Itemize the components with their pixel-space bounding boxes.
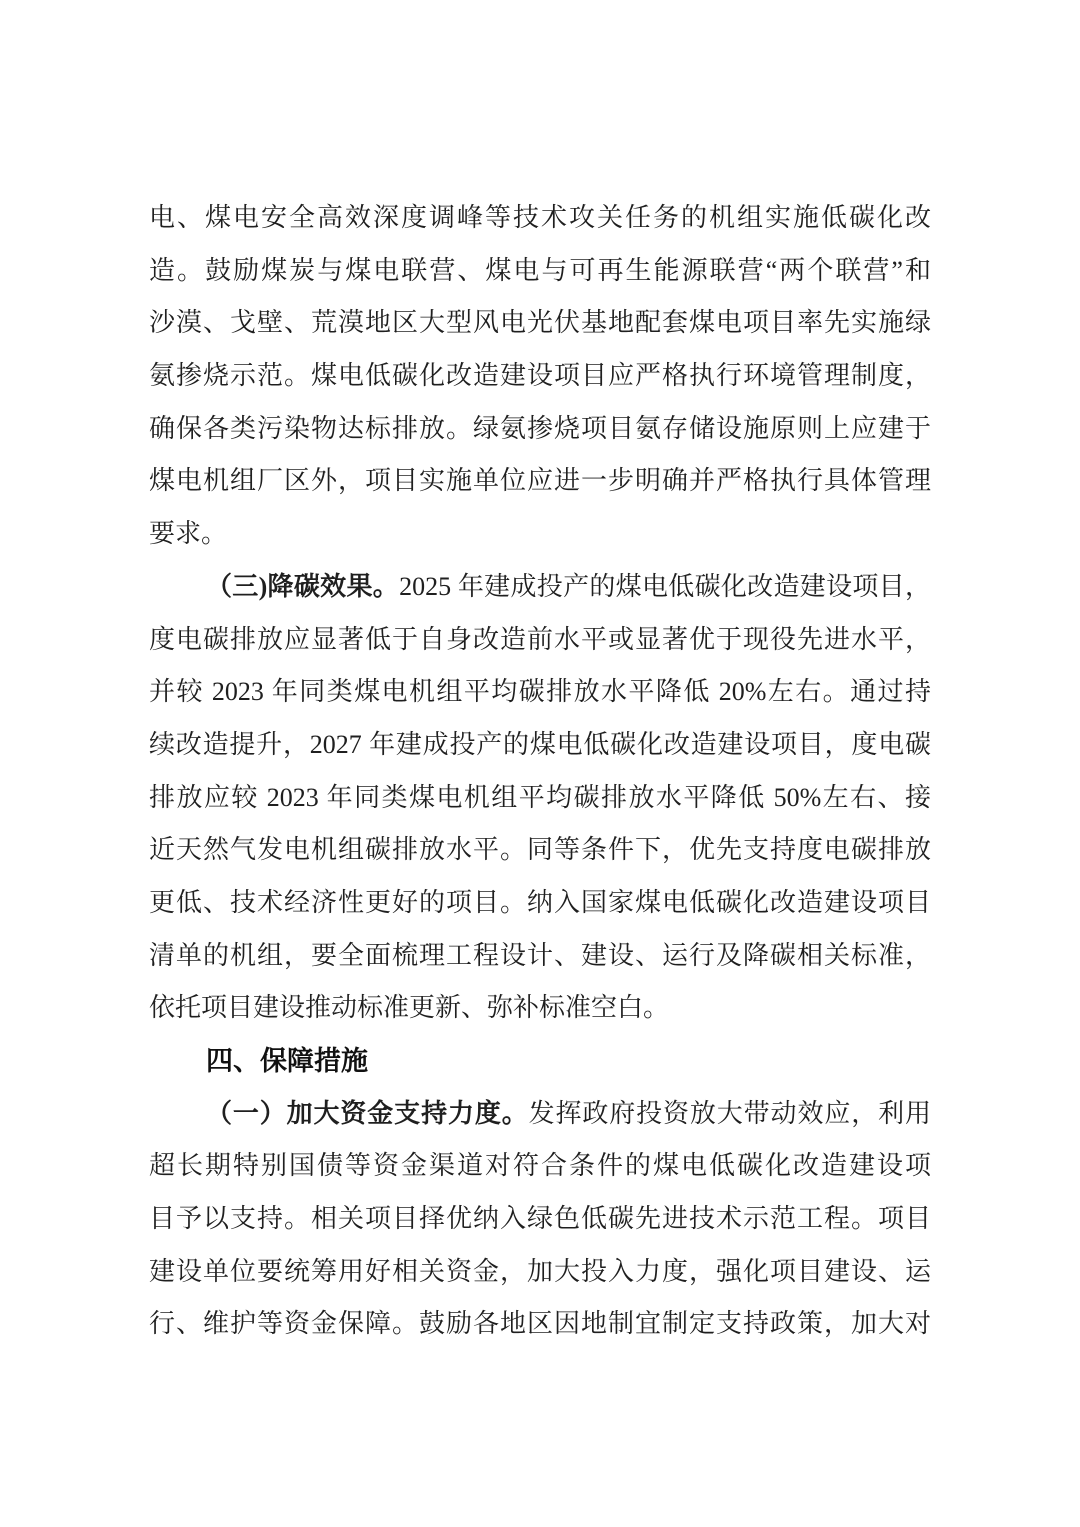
- document-text-block: [149, 192, 931, 1351]
- line-text: 行、维护等资金保障。鼓励各地区因地制宜制定支持政策，加大对: [149, 1309, 931, 1339]
- line-text: 电、煤电安全高效深度调峰等技术攻关任务的机组实施低碳化改: [149, 203, 931, 232]
- text-line: [149, 192, 931, 245]
- paragraph-lead: （三)降碳效果。: [206, 571, 400, 601]
- text-line: [149, 297, 931, 350]
- line-text: 确保各类污染物达标排放。绿氨掺烧项目氨存储设施原则上应建于: [149, 413, 931, 443]
- line-text: 要求。: [149, 519, 228, 549]
- text-line: [149, 824, 931, 877]
- line-text: 建设单位要统筹用好相关资金，加大投入力度，强化项目建设、运: [149, 1256, 931, 1286]
- text-line: [149, 508, 931, 561]
- text-line: [149, 350, 931, 403]
- text-line: [149, 1088, 931, 1141]
- line-text: 排放应较 2023 年同类煤电机组平均碳排放水平降低 50%左右、接: [149, 782, 931, 812]
- line-text: 超长期特别国债等资金渠道对符合条件的煤电低碳化改造建设项: [149, 1151, 931, 1181]
- text-line: [149, 245, 931, 298]
- line-text: 清单的机组，要全面梳理工程设计、建设、运行及降碳相关标准，: [149, 940, 931, 970]
- text-line: [149, 561, 931, 614]
- line-text: 续改造提升，2027 年建成投产的煤电低碳化改造建设项目，度电碳: [149, 729, 931, 759]
- text-line: [149, 455, 931, 508]
- text-line: [149, 614, 931, 667]
- line-text: 度电碳排放应显著低于自身改造前水平或显著优于现役先进水平，: [149, 624, 931, 654]
- section-heading: [149, 1035, 931, 1088]
- text-line: [149, 1246, 931, 1299]
- line-text: 发挥政府投资放大带动效应，利用: [528, 1098, 931, 1128]
- text-line: [149, 1140, 931, 1193]
- text-line: [149, 772, 931, 825]
- line-text: 更低、技术经济性更好的项目。纳入国家煤电低碳化改造建设项目: [149, 887, 931, 917]
- text-line: [149, 877, 931, 930]
- line-text: 目予以支持。相关项目择优纳入绿色低碳先进技术示范工程。项目: [149, 1204, 931, 1234]
- text-line: [149, 930, 931, 983]
- text-line: [149, 1298, 931, 1351]
- text-line: [149, 403, 931, 456]
- line-text: 氨掺烧示范。煤电低碳化改造建设项目应严格执行环境管理制度，: [149, 361, 931, 391]
- line-text: 沙漠、戈壁、荒漠地区大型风电光伏基地配套煤电项目率先实施绿: [149, 308, 931, 338]
- paragraph-lead: （一）加大资金支持力度。: [206, 1098, 529, 1128]
- heading-text: 四、保障措施: [206, 1046, 368, 1076]
- line-text: 近天然气发电机组碳排放水平。同等条件下，优先支持度电碳排放: [149, 835, 931, 865]
- line-text: 煤电机组厂区外，项目实施单位应进一步明确并严格执行具体管理: [149, 466, 931, 496]
- text-line: [149, 1193, 931, 1246]
- line-text: 造。鼓励煤炭与煤电联营、煤电与可再生能源联营“两个联营”和: [149, 255, 931, 285]
- line-text: 依托项目建设推动标准更新、弥补标准空白。: [149, 993, 670, 1023]
- text-line: [149, 719, 931, 772]
- line-text: 并较 2023 年同类煤电机组平均碳排放水平降低 20%左右。通过持: [149, 677, 931, 707]
- text-line: [149, 982, 931, 1035]
- line-text: 2025 年建成投产的煤电低碳化改造建设项目，: [399, 571, 931, 601]
- text-line: [149, 666, 931, 719]
